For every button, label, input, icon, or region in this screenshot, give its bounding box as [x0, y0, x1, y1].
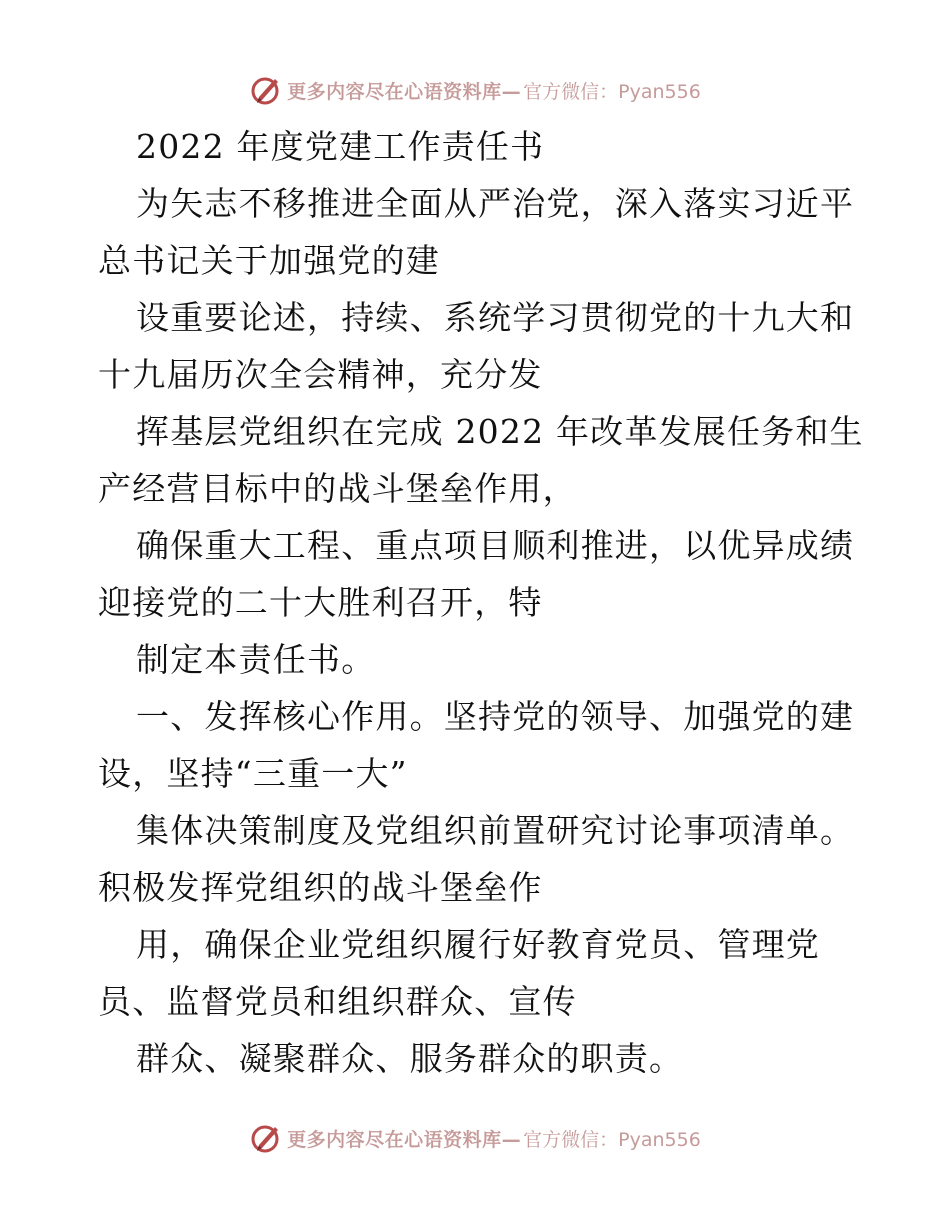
watermark-wechat: 官方微信：Pyan556	[523, 1128, 701, 1151]
text-line: 十九届历次全会精神，充分发	[98, 355, 543, 394]
text-line: 设重要论述，持续、系统学习贯彻党的十九大和	[136, 298, 855, 337]
watermark-header	[0, 70, 950, 110]
text-line: 员、监督党员和组织群众、宣传	[98, 982, 577, 1021]
text-line: 积极发挥党组织的战斗堡垒作	[98, 868, 543, 907]
text-line: 群众、凝聚群众、服务群众的职责。	[136, 1039, 684, 1078]
watermark-text: 更多内容尽在心语资料库—	[287, 80, 522, 103]
document-body	[98, 118, 864, 1087]
watermark-wechat: 官方微信：Pyan556	[523, 80, 701, 103]
watermark-footer	[0, 1118, 950, 1158]
section-heading-line: 一、发挥核心作用。坚持党的领导、加强党的建	[136, 697, 855, 736]
document-title: 2022 年度党建工作责任书	[136, 127, 545, 166]
text-line: 用，确保企业党组织履行好教育党员、管理党	[136, 925, 820, 964]
pen-logo-icon	[249, 1121, 283, 1155]
text-line: 设，坚持“三重一大”	[98, 754, 408, 793]
watermark-text: 更多内容尽在心语资料库—	[287, 1128, 522, 1151]
text-line: 为矢志不移推进全面从严治党，深入落实习近平	[136, 184, 855, 223]
text-line: 迎接党的二十大胜利召开，特	[98, 583, 543, 622]
text-line: 确保重大工程、重点项目顺利推进，以优异成绩	[136, 526, 855, 565]
text-line: 集体决策制度及党组织前置研究讨论事项清单。	[136, 811, 855, 850]
text-line: 产经营目标中的战斗堡垒作用，	[98, 469, 577, 508]
text-line: 总书记关于加强党的建	[98, 241, 440, 280]
pen-logo-icon	[249, 73, 283, 107]
text-line: 挥基层党组织在完成 2022 年改革发展任务和生	[136, 412, 864, 451]
text-line: 制定本责任书。	[136, 640, 376, 679]
